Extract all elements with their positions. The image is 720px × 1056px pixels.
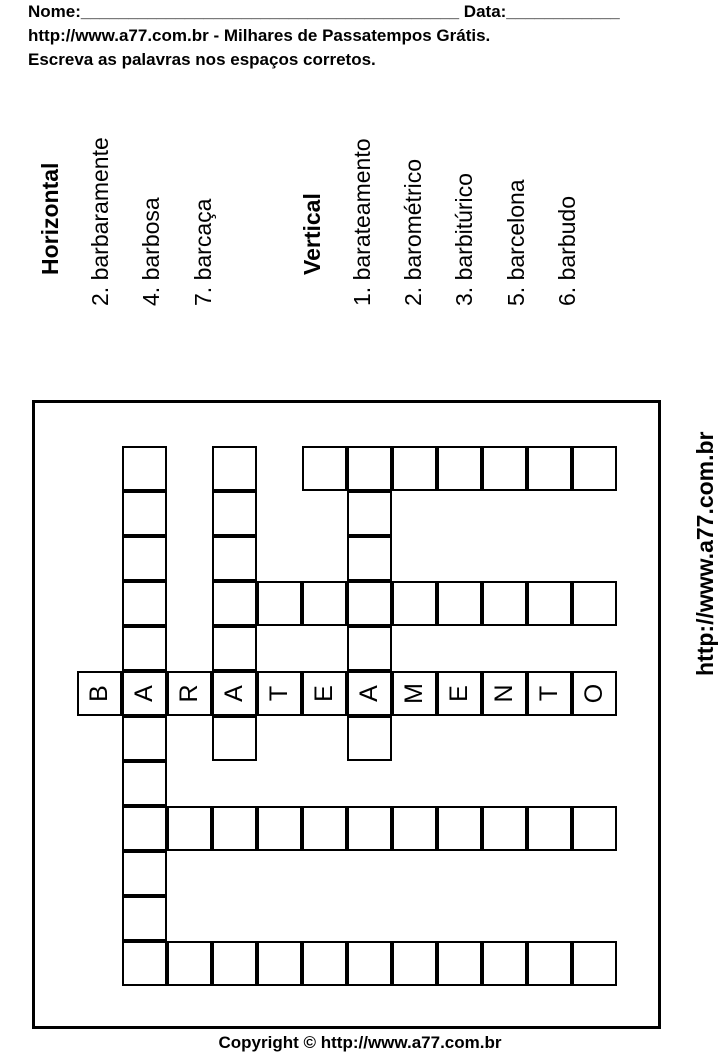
crossword-cell[interactable] (212, 491, 257, 536)
crossword-cell[interactable] (167, 941, 212, 986)
crossword-cell[interactable] (347, 626, 392, 671)
crossword-cell[interactable] (302, 581, 347, 626)
crossword-cell[interactable] (167, 671, 212, 716)
crossword-cell[interactable] (347, 716, 392, 761)
crossword-cell[interactable] (122, 716, 167, 761)
crossword-cell[interactable] (482, 671, 527, 716)
crossword-cell[interactable] (212, 536, 257, 581)
crossword-cell[interactable] (212, 941, 257, 986)
crossword-cell[interactable] (122, 671, 167, 716)
instructions: Escreva as palavras nos espaços corretos. (28, 50, 376, 69)
cell-letter: E (445, 685, 473, 702)
crossword-cell[interactable] (122, 941, 167, 986)
crossword-cell[interactable] (77, 671, 122, 716)
crossword-cell[interactable] (122, 806, 167, 851)
crossword-cell[interactable] (212, 626, 257, 671)
crossword-cell[interactable] (302, 941, 347, 986)
crossword-cell[interactable] (122, 446, 167, 491)
crossword-cell[interactable] (437, 671, 482, 716)
crossword-cell[interactable] (212, 671, 257, 716)
crossword-cell[interactable] (302, 671, 347, 716)
crossword-cell[interactable] (257, 581, 302, 626)
crossword-cell[interactable] (527, 446, 572, 491)
crossword-cell[interactable] (347, 671, 392, 716)
cell-letter: T (265, 685, 293, 702)
cell-letter: N (490, 684, 518, 703)
crossword-cell[interactable] (347, 806, 392, 851)
crossword-cell[interactable] (347, 941, 392, 986)
crossword-cell[interactable] (527, 806, 572, 851)
vertical-clues-title: Vertical (299, 193, 325, 275)
vertical-clue: 2. barométrico (400, 158, 426, 306)
side-url: http://www.a77.com.br (692, 431, 718, 676)
crossword-cell[interactable] (527, 581, 572, 626)
cell-letter: A (130, 685, 158, 702)
crossword-cell[interactable] (347, 491, 392, 536)
vertical-clue: 6. barbudo (554, 196, 580, 306)
crossword-cell[interactable] (122, 491, 167, 536)
cell-letter: O (580, 683, 608, 704)
crossword-cell[interactable] (212, 581, 257, 626)
crossword-cell[interactable] (122, 851, 167, 896)
cell-letter: T (535, 685, 563, 702)
crossword-cell[interactable] (437, 581, 482, 626)
crossword-cell[interactable] (347, 536, 392, 581)
footer-copyright: Copyright © http://www.a77.com.br (218, 1033, 502, 1052)
crossword-cell[interactable] (122, 761, 167, 806)
crossword-cell[interactable] (122, 626, 167, 671)
horizontal-clue: 7. barcaça (190, 198, 216, 306)
crossword-cell[interactable] (347, 446, 392, 491)
crossword-cell[interactable] (257, 671, 302, 716)
crossword-cell[interactable] (482, 581, 527, 626)
name-date-line: Nome:________________________________________ Data:____________ (28, 2, 620, 21)
crossword-cell[interactable] (392, 806, 437, 851)
horizontal-clues-title: Horizontal (37, 162, 63, 275)
crossword-cell[interactable] (167, 806, 212, 851)
crossword-cell[interactable] (482, 806, 527, 851)
crossword-cell[interactable] (392, 581, 437, 626)
crossword-cell[interactable] (482, 941, 527, 986)
crossword-cell[interactable] (572, 941, 617, 986)
crossword-cell[interactable] (437, 446, 482, 491)
horizontal-clue: 2. barbaramente (87, 137, 113, 306)
crossword-cell[interactable] (122, 536, 167, 581)
crossword-cell[interactable] (257, 806, 302, 851)
crossword-cell[interactable] (392, 941, 437, 986)
cell-letter: A (355, 685, 383, 702)
crossword-cell[interactable] (302, 446, 347, 491)
crossword-cell[interactable] (572, 671, 617, 716)
vertical-clue: 1. barateamento (349, 138, 375, 306)
crossword-cell[interactable] (302, 806, 347, 851)
crossword-cell[interactable] (437, 941, 482, 986)
crossword-cell[interactable] (527, 671, 572, 716)
site-line: http://www.a77.com.br - Milhares de Passatempos Grátis. (28, 26, 491, 45)
crossword-cell[interactable] (257, 941, 302, 986)
cell-letter: E (310, 685, 338, 702)
crossword-cell[interactable] (392, 446, 437, 491)
crossword-cell[interactable] (347, 581, 392, 626)
crossword-cell[interactable] (212, 716, 257, 761)
crossword-cell[interactable] (212, 806, 257, 851)
crossword-cell[interactable] (212, 446, 257, 491)
crossword-cell[interactable] (572, 446, 617, 491)
crossword-cell[interactable] (122, 581, 167, 626)
vertical-clue: 5. barcelona (503, 179, 529, 306)
cell-letter: R (175, 684, 203, 703)
crossword-cell[interactable] (392, 671, 437, 716)
cell-letter: M (400, 683, 428, 704)
vertical-clue: 3. barbitúrico (451, 173, 477, 306)
crossword-cell[interactable] (527, 941, 572, 986)
crossword-cell[interactable] (572, 806, 617, 851)
cell-letter: A (220, 685, 248, 702)
crossword-cell[interactable] (482, 446, 527, 491)
horizontal-clue: 4. barbosa (138, 197, 164, 306)
crossword-cell[interactable] (437, 806, 482, 851)
crossword-cell[interactable] (572, 581, 617, 626)
cell-letter: B (85, 685, 113, 702)
crossword-cell[interactable] (122, 896, 167, 941)
